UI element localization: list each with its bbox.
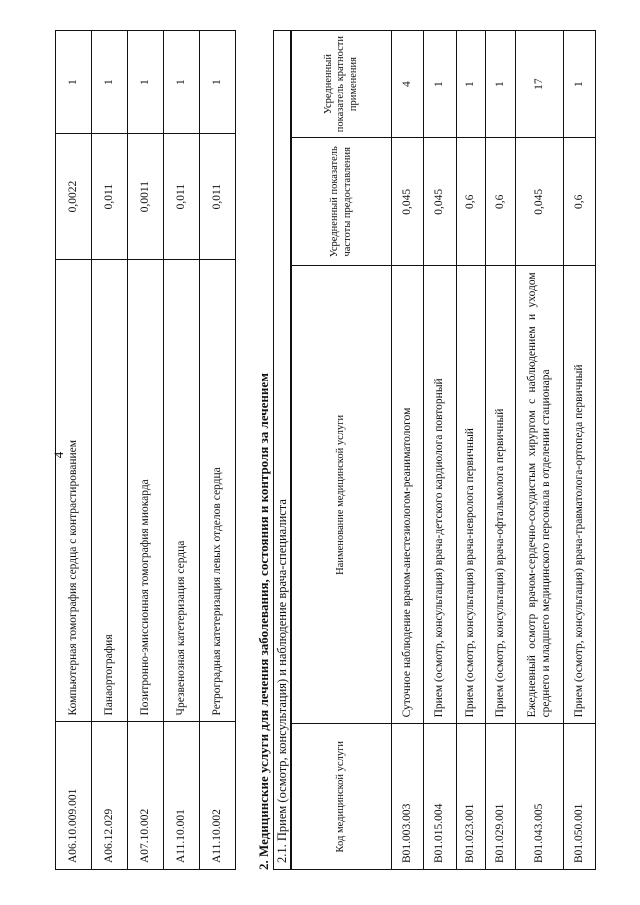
service-name: Ежедневный осмотр врачом-сердечно-сосудистым хирургом с наблюдением и уходом среднего и младшего медицинского персонала в отделении стационара — [516, 266, 564, 724]
frequency-value: 0,0011 — [128, 134, 164, 260]
service-code: A06.10.009.001 — [56, 722, 92, 870]
multiplicity-value: 1 — [56, 31, 92, 134]
multiplicity-value: 1 — [424, 31, 457, 138]
service-name: Компьютерная томография сердца с контрастированием — [56, 259, 92, 722]
multiplicity-value: 1 — [200, 31, 236, 134]
table-row — [457, 31, 486, 870]
table-row — [486, 31, 516, 870]
service-name: Панаортография — [92, 259, 128, 722]
frequency-value: 0,6 — [457, 138, 486, 266]
multiplicity-value: 1 — [164, 31, 200, 134]
service-code: B01.050.001 — [564, 724, 596, 870]
service-code: A11.10.001 — [164, 722, 200, 870]
table-row — [564, 31, 596, 870]
multiplicity-value: 1 — [486, 31, 516, 138]
column-header-name: Наименование медицинской услуги — [292, 266, 392, 724]
service-code: B01.015.004 — [424, 724, 457, 870]
service-name: Прием (осмотр, консультация) врача-невролога первичный — [457, 266, 486, 724]
frequency-value: 0,045 — [516, 138, 564, 266]
table-row — [516, 31, 564, 870]
table-row — [56, 31, 92, 870]
multiplicity-value: 1 — [92, 31, 128, 134]
multiplicity-value: 1 — [564, 31, 596, 138]
service-name: Прием (осмотр, консультация) врача-травматолога-ортопеда первичный — [564, 266, 596, 724]
column-header-code: Код медицинской услуги — [292, 724, 392, 870]
frequency-value: 0,045 — [424, 138, 457, 266]
table-row — [92, 31, 128, 870]
page-number: 4 — [51, 451, 66, 459]
frequency-value: 0,045 — [392, 138, 424, 266]
service-code: A06.12.029 — [92, 722, 128, 870]
frequency-value: 0,6 — [564, 138, 596, 266]
service-name: Ретроградная катетеризация левых отделов сердца — [200, 259, 236, 722]
table-row — [424, 31, 457, 870]
section-heading: 2. Медицинские услуги для лечения заболевания, состояния и контроля за лечением — [256, 372, 271, 870]
service-code: A07.10.002 — [128, 722, 164, 870]
table-row — [128, 31, 164, 870]
service-code: B01.023.001 — [457, 724, 486, 870]
service-name: Суточное наблюдение врачом-анестезиологом-реаниматологом — [392, 266, 424, 724]
table-row — [164, 31, 200, 870]
service-code: B01.043.005 — [516, 724, 564, 870]
subsection-heading: 2.1. Прием (осмотр, консультация) и наблюдение врача-специалиста — [273, 30, 291, 870]
service-code: B01.029.001 — [486, 724, 516, 870]
service-name: Чрезвенозная катетеризация сердца — [164, 259, 200, 722]
table-header-row — [292, 31, 392, 870]
column-header-frequency: Усредненный показатель частоты предоставления — [292, 138, 392, 266]
frequency-value: 0,6 — [486, 138, 516, 266]
service-name: Позитронно-эмиссионная томография миокарда — [128, 259, 164, 722]
service-name: Прием (осмотр, консультация) врача-детского кардиолога повторный — [424, 266, 457, 724]
multiplicity-value: 4 — [392, 31, 424, 138]
frequency-value: 0,011 — [200, 134, 236, 260]
services-table-specialists — [291, 30, 596, 870]
table-row — [392, 31, 424, 870]
multiplicity-value: 1 — [457, 31, 486, 138]
service-name: Прием (осмотр, консультация) врача-офтальмолога первичный — [486, 266, 516, 724]
service-code: A11.10.002 — [200, 722, 236, 870]
table-row — [200, 31, 236, 870]
column-header-multiplicity: Усредненный показатель кратности применения — [292, 31, 392, 138]
frequency-value: 0,011 — [164, 134, 200, 260]
multiplicity-value: 1 — [128, 31, 164, 134]
multiplicity-value: 17 — [516, 31, 564, 138]
services-table-diagnostics — [55, 30, 236, 870]
frequency-value: 0,011 — [92, 134, 128, 260]
rotated-page-content — [55, 30, 630, 870]
service-code: B01.003.003 — [392, 724, 424, 870]
frequency-value: 0,0022 — [56, 134, 92, 260]
